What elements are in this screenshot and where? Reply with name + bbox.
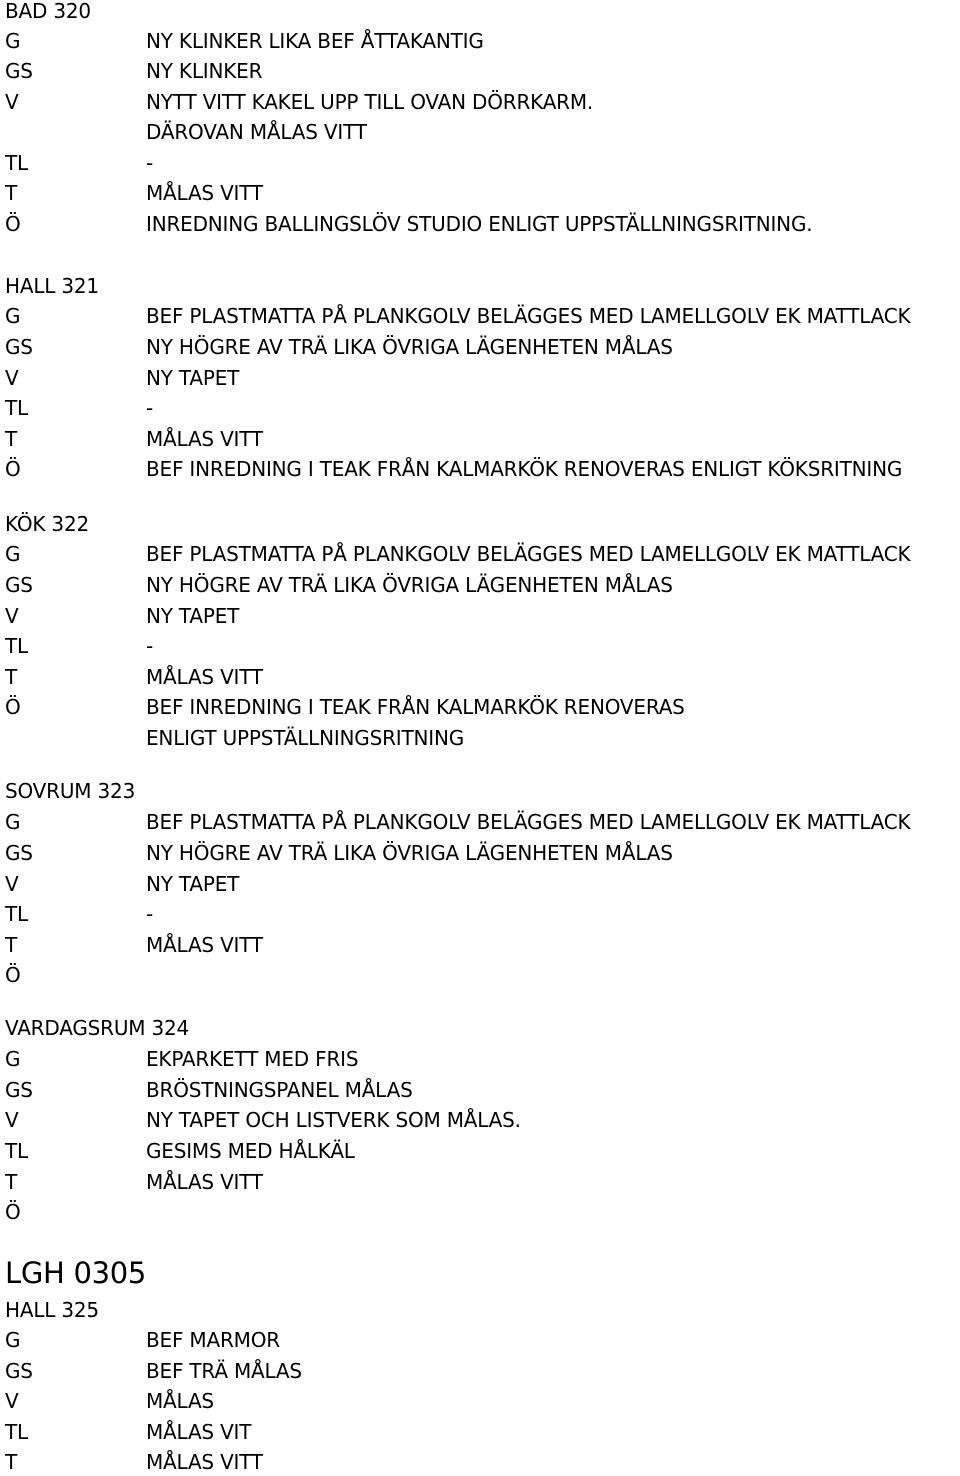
apartment-title: LGH 0305 bbox=[5, 1256, 147, 1290]
